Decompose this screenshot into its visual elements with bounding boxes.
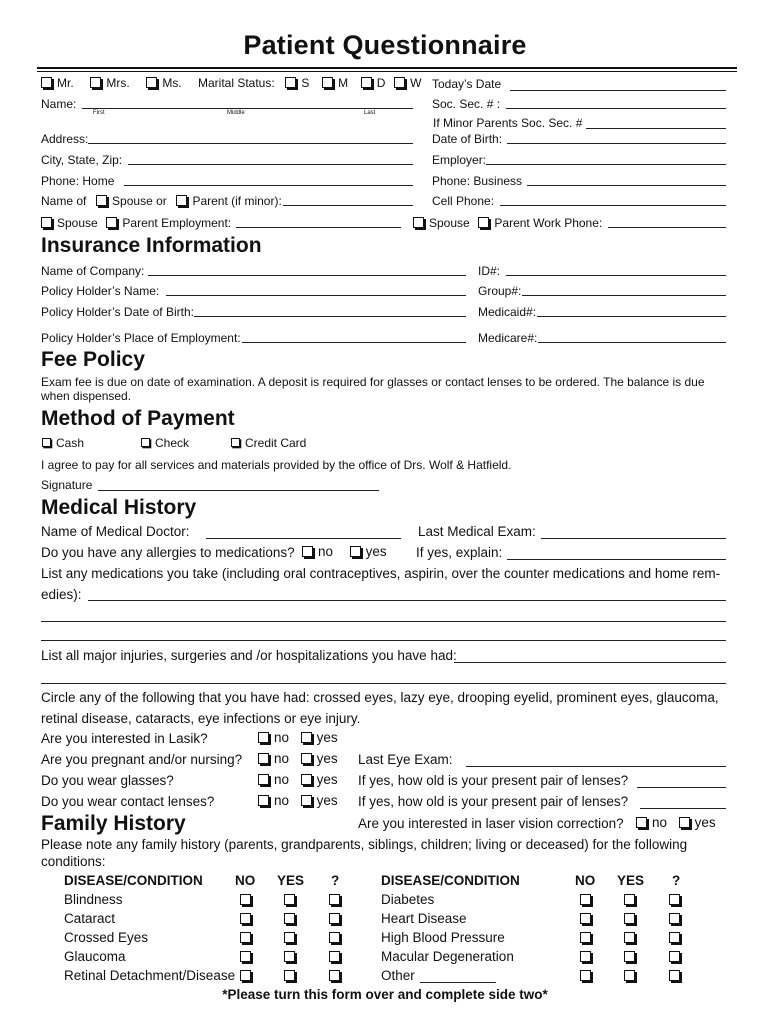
pregnant-yes-label: yes [316,751,338,766]
fee-policy-text-1: Exam fee is due on date of examination. A deposit is required for glasses or contact lenses to be ordered. The balance is due [41,375,705,389]
salutation-group [41,76,182,90]
footer-note: *Please turn this form over and complete side two* [222,987,548,1002]
family-checkbox[interactable] [580,894,591,905]
glasses-yes-label: yes [316,772,338,787]
family-right-row-label: Macular Degeneration [381,949,514,964]
cash-option [42,436,84,450]
family-checkbox[interactable] [624,913,635,924]
family-checkbox[interactable] [669,951,680,962]
check-checkbox[interactable] [141,438,150,447]
medications-text-2: edies): [41,587,82,602]
left-col-no-header: NO [235,873,256,888]
other-condition-field[interactable] [420,982,496,983]
family-right-row-label: Other [381,968,415,983]
laser-label: Are you interested in laser vision correction? [358,816,624,831]
parent-checkbox[interactable] [176,195,187,206]
mr-label: Mr. [57,76,74,90]
minor-soc-sec-label: If Minor Parents Soc. Sec. # [433,116,583,130]
family-checkbox[interactable] [284,913,295,924]
glasses-age-label: If yes, how old is your present pair of lenses? [358,773,629,788]
marital-status-label: Marital Status: [198,76,275,90]
title-rule [37,67,737,69]
parent-work-phone-checkbox[interactable] [478,217,489,228]
family-left-row-label: Cataract [64,911,116,926]
family-checkbox[interactable] [329,913,340,924]
credit-option [231,436,306,450]
minor-soc-sec-field[interactable] [586,128,726,129]
medical-history-heading: Medical History [41,496,197,519]
allergies-no-checkbox[interactable] [302,546,313,557]
family-right-row-label: Diabetes [381,892,435,907]
mrs-checkbox[interactable] [90,77,101,88]
spouse-label: Spouse [57,216,98,230]
lasik-yes-label: yes [316,730,338,745]
phone-home-label: Phone: Home [41,174,115,188]
family-checkbox[interactable] [329,951,340,962]
agree-text: I agree to pay for all services and materials provided by the office of Drs. Wolf & Hatfield. [41,458,512,472]
marital-d-checkbox[interactable] [361,77,372,88]
contacts-no-label: no [274,793,290,808]
family-right-checkbox-grid [580,894,700,989]
lasik-no-label: no [274,730,290,745]
family-checkbox[interactable] [329,932,340,943]
injuries-field-2[interactable] [41,683,726,684]
family-checkbox[interactable] [580,970,591,981]
lasik-options [258,730,338,745]
medications-field-2[interactable] [41,621,726,622]
credit-card-checkbox[interactable] [231,438,240,447]
pregnant-no-label: no [274,751,290,766]
family-right-row-label: High Blood Pressure [381,930,505,945]
cell-phone-field[interactable] [500,205,726,206]
allergies-options [302,544,387,559]
family-checkbox[interactable] [240,970,251,981]
family-checkbox[interactable] [329,894,340,905]
marital-d-label: D [376,76,386,90]
circle-conditions-text-1: Circle any of the following that you have had: crossed eyes, lazy eye, drooping eyelid, prominent eyes, glaucoma, [41,690,719,705]
left-col-yes-header: YES [277,873,305,888]
allergies-yes-checkbox[interactable] [350,546,361,557]
address-field[interactable] [88,143,413,144]
right-col-yes-header: YES [617,873,645,888]
phone-home-field[interactable] [124,185,413,186]
medicaid-field[interactable] [537,316,726,317]
first-name-caption: First [93,110,105,116]
glasses-yes-checkbox[interactable] [301,774,312,785]
family-checkbox[interactable] [624,894,635,905]
last-eye-exam-field[interactable] [466,766,726,767]
family-checkbox[interactable] [240,951,251,962]
right-col-no-header: NO [575,873,596,888]
todays-date-label: Today’s Date [432,77,502,91]
marital-m-label: M [338,76,349,90]
pregnant-yes-checkbox[interactable] [301,753,312,764]
last-eye-exam-label: Last Eye Exam: [358,752,453,767]
city-field[interactable] [128,164,413,165]
family-checkbox[interactable] [240,932,251,943]
family-checkbox[interactable] [580,951,591,962]
doctor-label: Name of Medical Doctor: [41,524,190,539]
family-note-1: Please note any family history (parents, grandparents, siblings, children; living or deceased) for the following [41,837,688,852]
marital-s-label: S [301,76,310,90]
ms-label: Ms. [162,76,182,90]
spouse-name-field[interactable] [283,205,413,206]
cash-label: Cash [56,436,85,450]
lasik-no-checkbox[interactable] [258,732,269,743]
holder-employment-label: Policy Holder’s Place of Employment: [41,331,241,345]
title-rule-thin [37,71,737,72]
medicaid-label: Medicaid#: [478,305,537,319]
marital-status-group [198,76,421,90]
contacts-yes-label: yes [316,793,338,808]
family-history-heading: Family History [41,812,186,835]
cash-checkbox[interactable] [42,438,51,447]
holder-employment-field[interactable] [242,342,466,343]
contacts-yes-checkbox[interactable] [301,795,312,806]
injuries-field-1[interactable] [454,662,726,663]
group-label: Group#: [478,284,522,298]
fee-policy-heading: Fee Policy [41,348,145,371]
mrs-label: Mrs. [106,76,130,90]
contacts-age-label: If yes, how old is your present pair of lenses? [358,794,629,809]
allergies-explain-field[interactable] [507,559,726,560]
soc-sec-field[interactable] [506,108,726,109]
pregnant-label: Are you pregnant and/or nursing? [41,752,243,767]
spouse-work-phone-group [413,216,602,230]
glasses-label: Do you wear glasses? [41,773,174,788]
glasses-no-checkbox[interactable] [258,774,269,785]
left-col-disease-header: DISEASE/CONDITION [64,873,203,888]
name-label: Name: [41,97,77,111]
parent-employment-label: Parent Employment: [122,216,232,230]
contacts-label: Do you wear contact lenses? [41,794,215,809]
name-of-spouse-group [41,194,282,208]
family-checkbox[interactable] [284,970,295,981]
laser-yes-checkbox[interactable] [679,817,690,828]
group-field[interactable] [522,295,726,296]
spouse-work-phone-checkbox[interactable] [413,217,424,228]
medicare-label: Medicare#: [478,331,538,345]
parent-employment-field[interactable] [236,227,401,228]
family-left-checkbox-grid [240,894,360,989]
spouse-employment-group [41,216,231,230]
employer-label: Employer: [432,153,487,167]
family-checkbox[interactable] [669,913,680,924]
last-exam-label: Last Medical Exam: [418,524,536,539]
family-checkbox[interactable] [580,913,591,924]
doctor-field[interactable] [206,538,401,539]
company-label: Name of Company: [41,264,145,278]
marital-m-checkbox[interactable] [322,77,333,88]
check-label: Check [155,436,190,450]
parent-if-minor-label: Parent (if minor): [192,194,282,208]
credit-card-label: Credit Card [245,436,307,450]
family-checkbox[interactable] [624,932,635,943]
family-left-row-label: Blindness [64,892,123,907]
pregnant-no-checkbox[interactable] [258,753,269,764]
allergies-label: Do you have any allergies to medications? [41,545,295,560]
glasses-age-field[interactable] [637,787,726,788]
address-label: Address: [41,132,89,146]
family-note-2: conditions: [41,854,106,869]
todays-date-field[interactable] [510,90,726,91]
last-name-caption: Last [364,110,376,116]
signature-label: Signature [41,478,93,492]
name-of-label: Name of [41,194,87,208]
spouse-work-label: Spouse [429,216,470,230]
right-col-q-header: ? [672,873,681,888]
marital-s-checkbox[interactable] [285,77,296,88]
insurance-heading: Insurance Information [41,234,262,257]
contacts-no-checkbox[interactable] [258,795,269,806]
allergies-no-label: no [318,544,334,559]
mr-checkbox[interactable] [41,77,52,88]
contacts-age-field[interactable] [640,808,726,809]
family-checkbox[interactable] [669,894,680,905]
family-checkbox[interactable] [329,970,340,981]
page-title: Patient Questionnaire [243,30,527,60]
id-label: ID#: [478,264,501,278]
name-field[interactable] [82,108,413,109]
phone-business-field[interactable] [527,185,726,186]
holder-dob-field[interactable] [194,316,466,317]
family-checkbox[interactable] [284,932,295,943]
glasses-no-label: no [274,772,290,787]
family-left-row-label: Crossed Eyes [64,930,149,945]
marital-w-checkbox[interactable] [394,77,405,88]
family-checkbox[interactable] [284,951,295,962]
family-left-row-label: Glaucoma [64,949,126,964]
soc-sec-label: Soc. Sec. # : [432,97,501,111]
ms-checkbox[interactable] [146,77,157,88]
laser-no-checkbox[interactable] [636,817,647,828]
holder-dob-label: Policy Holder’s Date of Birth: [41,305,194,319]
employer-field[interactable] [486,164,726,165]
injuries-label: List all major injuries, surgeries and /or hospitalizations you have had: [41,648,457,663]
laser-no-label: no [652,815,668,830]
last-exam-field[interactable] [541,538,726,539]
parent-employment-checkbox[interactable] [106,217,117,228]
lasik-yes-checkbox[interactable] [301,732,312,743]
family-checkbox[interactable] [240,894,251,905]
marital-w-label: W [410,76,422,90]
laser-options [636,815,716,830]
company-field[interactable] [148,275,466,276]
cell-phone-label: Cell Phone: [432,194,495,208]
parent-work-phone-field[interactable] [608,227,726,228]
if-yes-explain-label: If yes, explain: [416,545,503,560]
id-field[interactable] [506,275,726,276]
dob-field[interactable] [507,143,726,144]
spouse-checkbox[interactable] [96,195,107,206]
holder-name-field[interactable] [166,295,466,296]
medications-field-3[interactable] [41,640,726,641]
lasik-label: Are you interested in Lasik? [41,731,208,746]
laser-yes-label: yes [694,815,716,830]
pregnant-options [258,751,338,766]
family-checkbox[interactable] [240,913,251,924]
family-checkbox[interactable] [669,932,680,943]
family-right-row-label: Heart Disease [381,911,467,926]
payment-heading: Method of Payment [41,407,235,430]
spouse-or-label: Spouse or [112,194,167,208]
check-option [141,436,189,450]
family-checkbox[interactable] [580,932,591,943]
allergies-yes-label: yes [365,544,387,559]
family-checkbox[interactable] [624,970,635,981]
fee-policy-text-2: when dispensed. [41,389,132,403]
medications-field-1[interactable] [88,600,726,601]
right-col-disease-header: DISEASE/CONDITION [381,873,520,888]
family-checkbox[interactable] [624,951,635,962]
circle-conditions-text-2: retinal disease, cataracts, eye infections or eye injury. [41,711,361,726]
family-checkbox[interactable] [284,894,295,905]
holder-name-label: Policy Holder’s Name: [41,284,160,298]
medicare-field[interactable] [538,342,726,343]
city-label: City, State, Zip: [41,153,123,167]
left-col-q-header: ? [331,873,340,888]
middle-name-caption: Middle [227,110,245,116]
signature-field[interactable] [98,490,379,491]
glasses-options [258,772,338,787]
family-checkbox[interactable] [669,970,680,981]
phone-business-label: Phone: Business [432,174,523,188]
family-left-row-label: Retinal Detachment/Disease [64,968,236,983]
contacts-options [258,793,338,808]
parent-work-phone-label: Parent Work Phone: [494,216,603,230]
medications-text-1: List any medications you take (including oral contraceptives, aspirin, over the counter medications and home rem- [41,566,721,581]
dob-label: Date of Birth: [432,132,503,146]
spouse-employment-checkbox[interactable] [41,217,52,228]
